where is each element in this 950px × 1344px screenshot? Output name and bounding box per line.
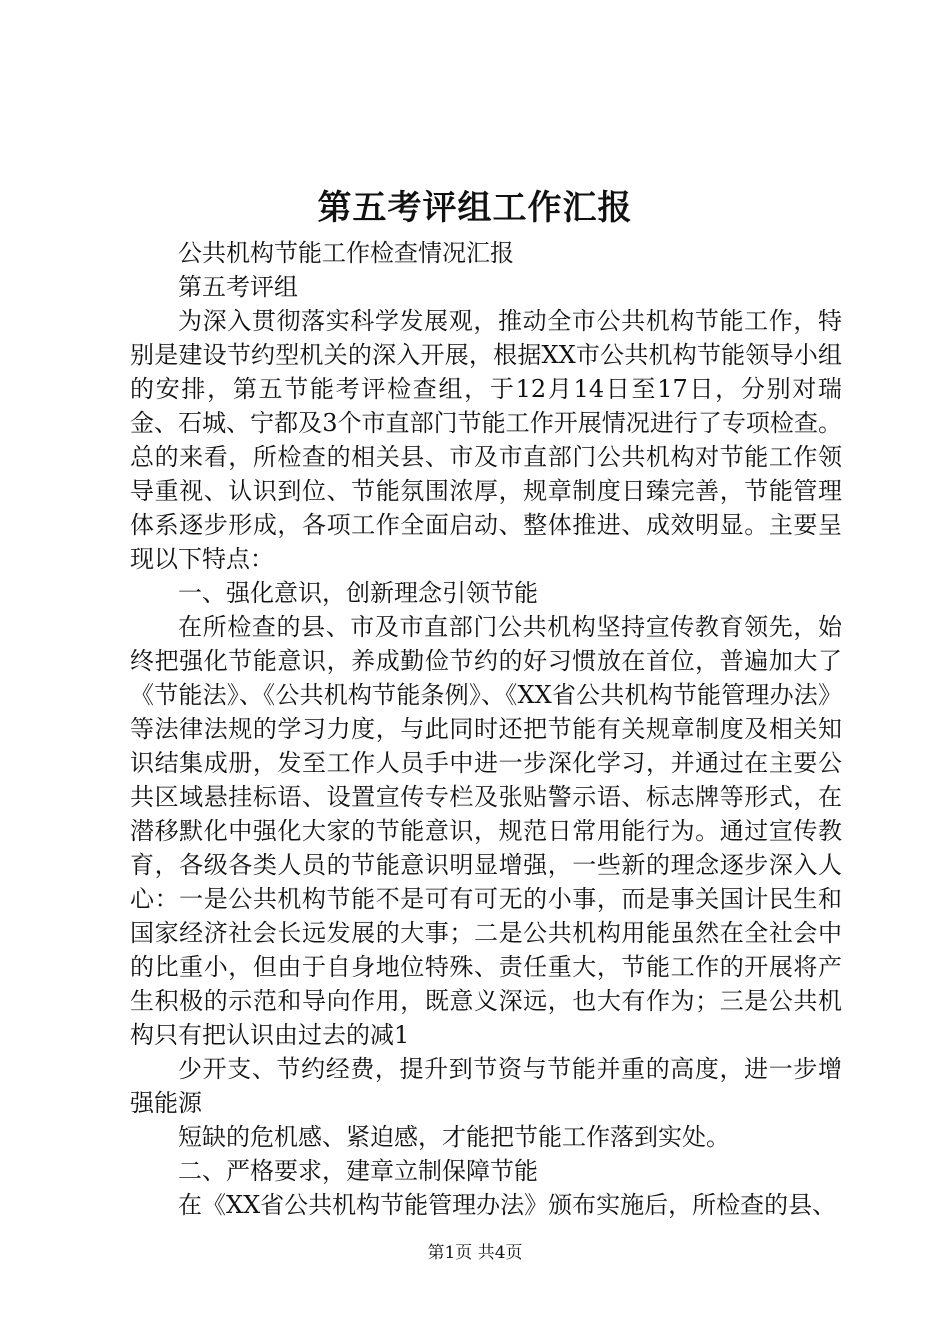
section-heading-2: 二、严格要求，建章立制保障节能: [178, 1157, 538, 1185]
document-title: 第五考评组工作汇报: [317, 188, 633, 228]
section-heading-1: 一、强化意识，创新理念引领节能: [178, 579, 538, 607]
section-1-continuation: 少开支、节约经费，提升到节资与节能并重的高度，进一步增强能源: [130, 1055, 842, 1117]
document-body: [130, 236, 842, 1222]
report-subtitle: 公共机构节能工作检查情况汇报: [178, 239, 514, 267]
intro-paragraph: 为深入贯彻落实科学发展观，推动全市公共机构节能工作，特别是建设节约型机关的深入开展，根据XX市公共机构节能领导小组的安排，第五节能考评检查组，于12月14日至17日，分别对瑞金、石城、宁都及3个市直部门节能工作开展情况进行了专项检查。总的来看，所检查的相关县、市及市直部门公共机构对节能工作领导重视、认识到位、节能氛围浓厚，规章制度日臻完善，节能管理体系逐步形成，各项工作全面启动、整体推进、成效明显。主要呈现以下特点：: [130, 307, 842, 573]
page-number: 第1页: [427, 1243, 473, 1263]
section-1-paragraph: 在所检查的县、市及市直部门公共机构坚持宣传教育领先，始终把强化节能意识，养成勤俭节约的好习惯放在首位，普遍加大了《节能法》、《公共机构节能条例》、《XX省公共机构节能管理办法》等法律法规的学习力度，与此同时还把节能有关规章制度及相关知识结集成册，发至工作人员手中进一步深化学习，并通过在主要公共区域悬挂标语、设置宣传专栏及张贴警示语、标志牌等形式，在潜移默化中强化大家的节能意识，规范日常用能行为。通过宣传教育，各级各类人员的节能意识明显增强，一些新的理念逐步深入人心：一是公共机构节能不是可有可无的小事，而是事关国计民生和国家经济社会长远发展的大事；二是公共机构用能虽然在全社会中的比重小，但由于自身地位特殊、责任重大，节能工作的开展将产生积极的示范和导向作用，既意义深远，也大有作为；三是公共机构只有把认识由过去的减1: [130, 613, 842, 1049]
section-2-paragraph: 在《XX省公共机构节能管理办法》颁布实施后，所检查的县、: [178, 1191, 837, 1219]
page-total: 共4页: [477, 1243, 523, 1263]
page-footer: [0, 1241, 950, 1265]
report-author-group: 第五考评组: [178, 273, 298, 301]
section-1-closing: 短缺的危机感、紧迫感，才能把节能工作落到实处。: [178, 1123, 730, 1151]
